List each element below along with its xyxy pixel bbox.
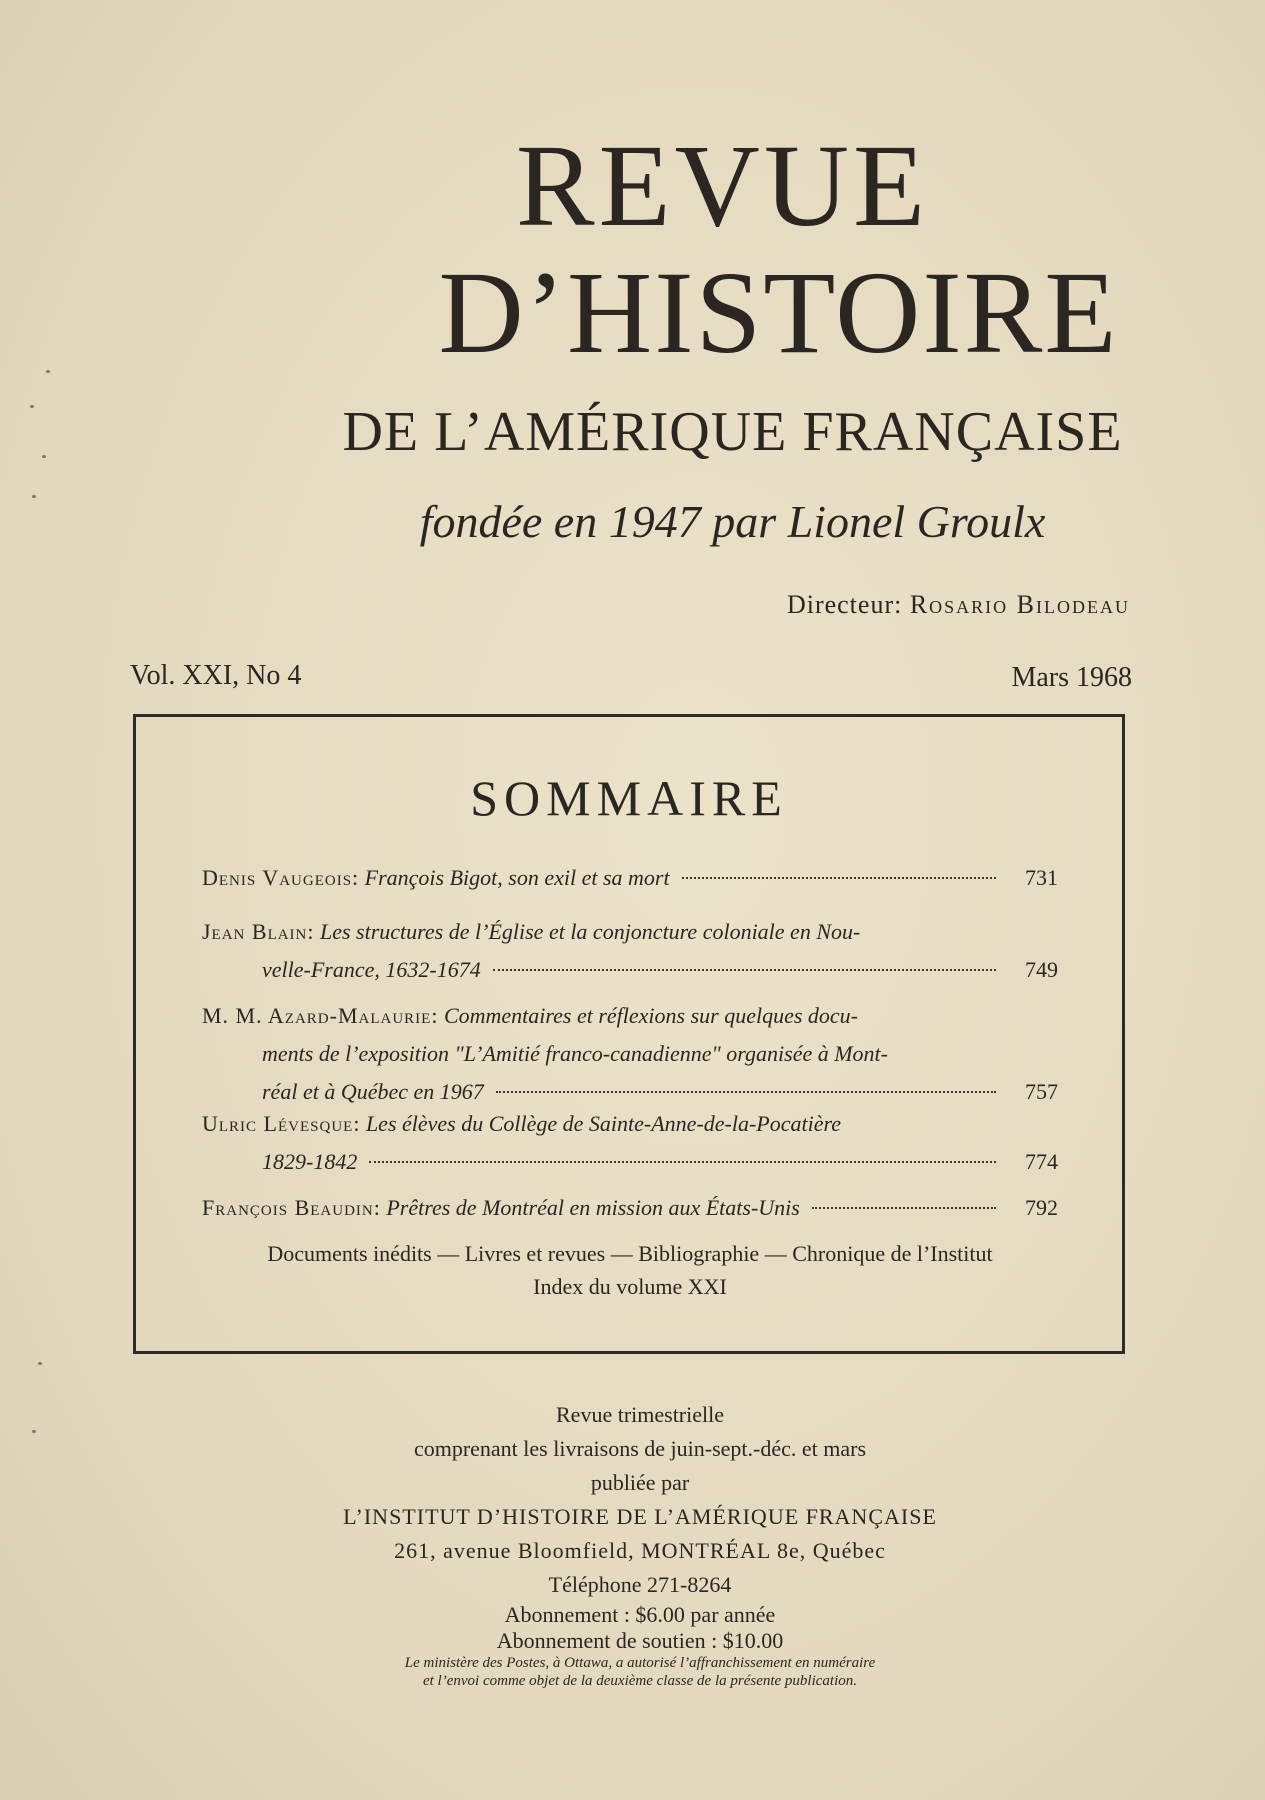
toc-article-title: Les structures de l’Église et la conjoncture coloniale en Nou- [320,919,861,944]
title-line-amerique: DE L’AMÉRIQUE FRANÇAISE [342,401,1123,463]
footer-address: 261, avenue Bloomfield, MONTRÉAL 8e, Québec [394,1538,886,1563]
toc-article-title: Les élèves du Collège de Sainte-Anne-de-la-Pocatière [365,1111,841,1136]
publisher-info [140,1398,1140,1690]
toc-sections-line: Documents inédits — Livres et revues — Bibliographie — Chronique de l’Institut [267,1241,993,1266]
toc-author: François Beaudin: [202,1195,381,1220]
toc-article-title-cont: velle-France, 1632-1674 [262,957,481,982]
toc-article-title-cont: 1829-1842 [262,1149,358,1174]
toc-entry [202,997,1058,1111]
leader-dots [496,1091,996,1093]
title-line-histoire: D’HISTOIRE [438,247,1119,378]
toc-author: Denis Vaugeois: [202,865,360,890]
leader-dots [493,969,996,971]
toc-author: M. M. Azard-Malaurie: [202,1003,439,1028]
toc-entry [202,1105,1058,1181]
toc-article-title: Commentaires et réflexions sur quelques docu- [443,1003,859,1028]
toc-page-number: 731 [1025,865,1058,890]
footer-support-subscription: Abonnement de soutien : $10.00 [496,1628,784,1653]
footer-subscription: Abonnement : $6.00 par année [504,1602,776,1627]
director-line [787,590,1130,620]
footer-periodicity: Revue trimestrielle [556,1402,724,1427]
toc-entry [202,859,1058,897]
toc-page-number: 774 [1025,1149,1058,1174]
scan-speck [32,1430,36,1433]
toc-page-number: 749 [1025,957,1058,982]
issue-date: Mars 1968 [1011,662,1132,693]
toc-article-title: François Bigot, son exil et sa mort [364,865,670,890]
toc-index-line: Index du volume XXI [533,1274,727,1299]
toc-entry [202,1189,1058,1227]
toc-page-number: 792 [1025,1195,1058,1220]
toc-article-title-cont: réal et à Québec en 1967 [262,1079,484,1104]
scan-speck [42,455,46,458]
leader-dots [369,1161,996,1163]
table-of-contents-box [133,714,1125,1354]
footer-phone: Téléphone 271-8264 [548,1572,732,1597]
scan-speck [38,1362,42,1365]
footer-postal-notice-cont: et l’envoi comme objet de la deuxième classe de la présente publication. [422,1673,858,1689]
footer-institute: L’INSTITUT D’HISTOIRE DE L’AMÉRIQUE FRANÇAISE [343,1504,937,1529]
toc-page-number: 757 [1025,1079,1058,1104]
subtitle-founded: fondée en 1947 par Lionel Groulx [419,496,1046,547]
toc-author: Jean Blain: [202,919,315,944]
director-label: Directeur: [786,590,903,619]
leader-dots [812,1207,996,1209]
volume-number: Vol. XXI, No 4 [130,660,302,691]
toc-sections [202,1237,1058,1303]
director-name: Rosario Bilodeau [909,590,1130,619]
toc-article-title-cont: ments de l’exposition "L’Amitié franco-canadienne" organisée à Mont- [262,1041,888,1066]
scan-speck [30,405,34,408]
footer-issues: comprenant les livraisons de juin-sept.-déc. et mars [413,1436,867,1461]
scan-speck [32,495,36,498]
toc-author: Ulric Lévesque: [202,1111,361,1136]
scan-speck [46,370,50,373]
toc-article-title: Prêtres de Montréal en mission aux États-Unis [386,1195,800,1220]
table-of-contents-title: SOMMAIRE [470,770,788,826]
leader-dots [682,877,996,879]
toc-entry [202,913,1058,989]
footer-published-by: publiée par [590,1470,690,1495]
footer-postal-notice: Le ministère des Postes, à Ottawa, a autorisé l’affranchissement en numéraire [404,1655,876,1671]
title-line-revue: REVUE [515,120,930,251]
